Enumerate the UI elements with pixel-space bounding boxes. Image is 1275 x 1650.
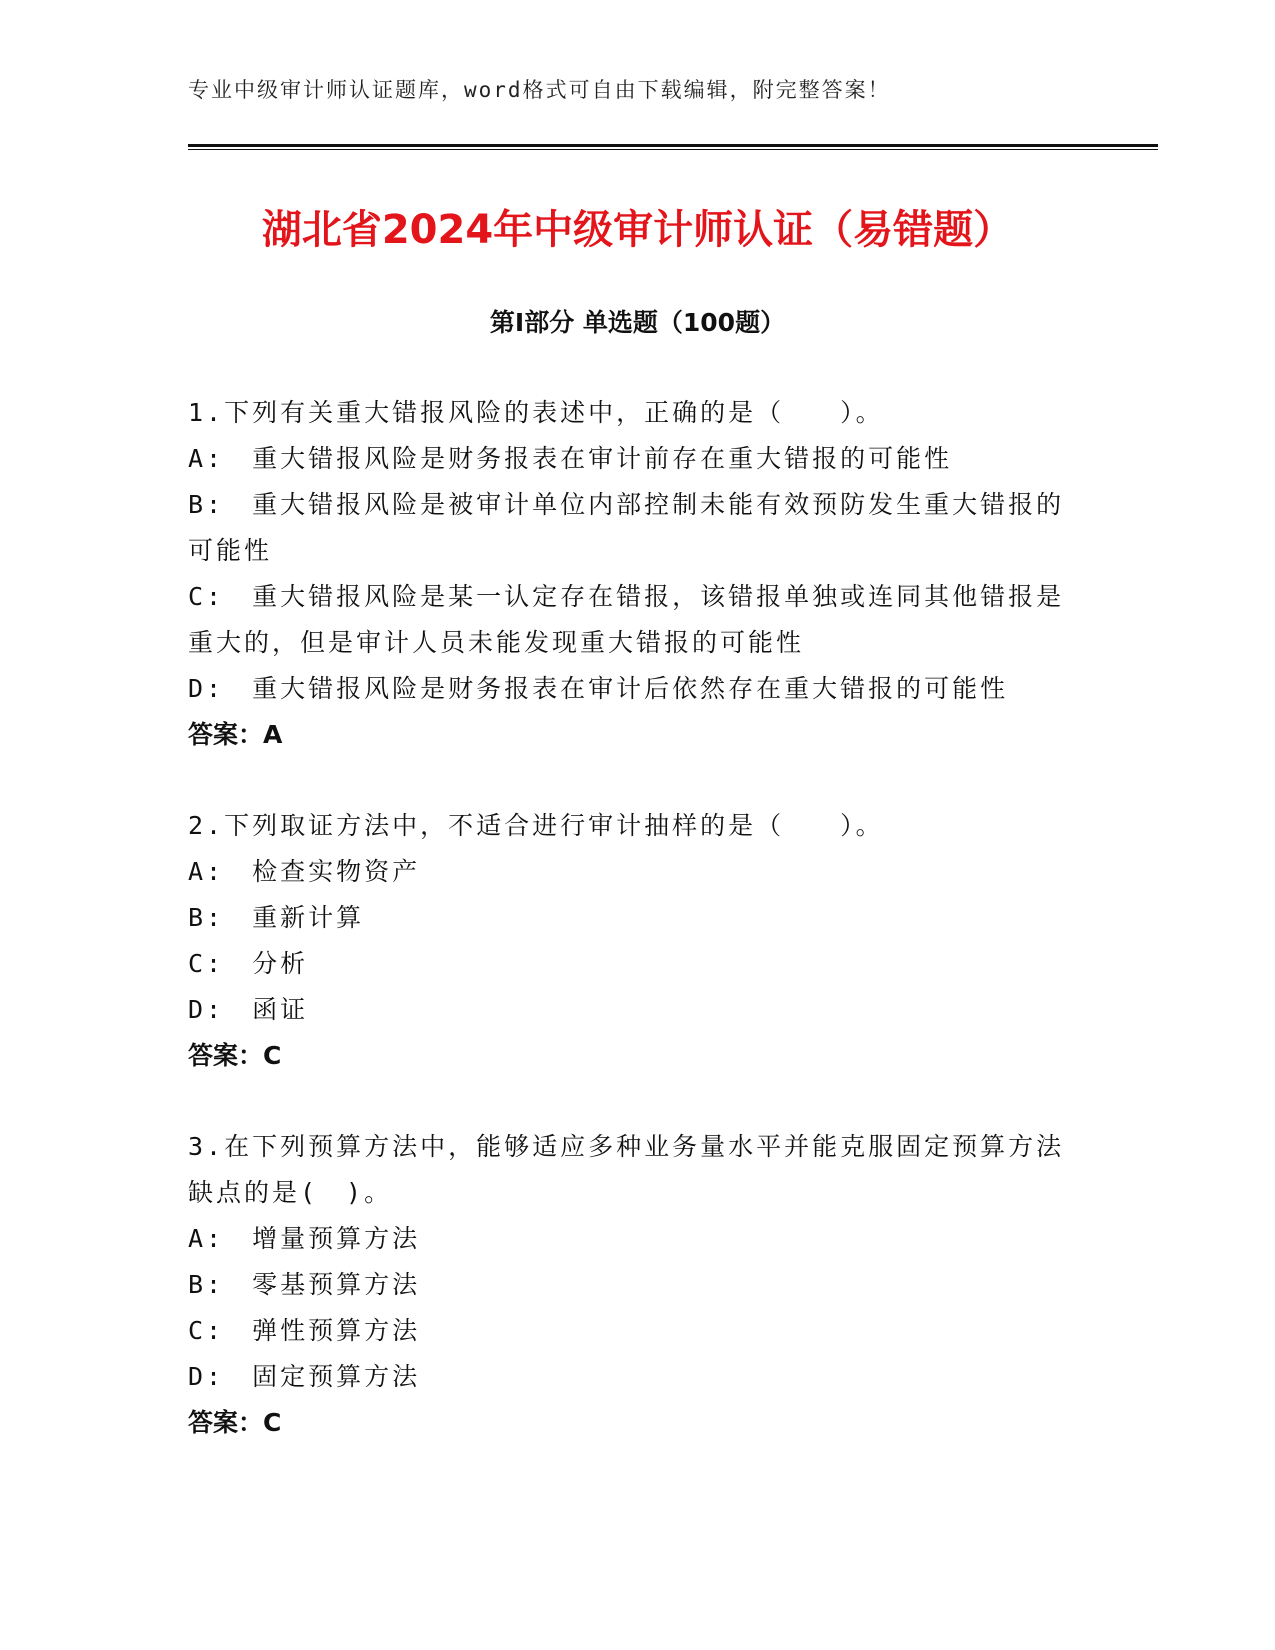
option-a: A: 检查实物资产 [188, 857, 421, 886]
answer: 答案：C [188, 1408, 282, 1437]
question-3 [188, 1124, 1088, 1446]
option-b: B: 重新计算 [188, 903, 365, 932]
option-d: D: 函证 [188, 995, 309, 1024]
question-list [188, 390, 1088, 1491]
header-note: 专业中级审计师认证题库，word格式可自由下载编辑，附完整答案！ [188, 78, 891, 102]
option-d: D: 固定预算方法 [188, 1362, 421, 1391]
option-c: C: 重大错报风险是某一认定存在错报，该错报单独或连同其他错报是重大的，但是审计人员未能发现重大错报的可能性 [188, 582, 1065, 657]
section-title: 第I部分 单选题（100题） [489, 308, 786, 337]
answer: 答案：C [188, 1041, 282, 1070]
option-c: C: 弹性预算方法 [188, 1316, 421, 1345]
question-stem: 2.下列取证方法中，不适合进行审计抽样的是（ ）。 [188, 811, 884, 840]
question-1 [188, 390, 1088, 758]
option-d: D: 重大错报风险是财务报表在审计后依然存在重大错报的可能性 [188, 674, 1009, 703]
option-a: A: 增量预算方法 [188, 1224, 421, 1253]
option-a: A: 重大错报风险是财务报表在审计前存在重大错报的可能性 [188, 444, 953, 473]
header-rule-thick [188, 144, 1158, 147]
document-title: 湖北省2024年中级审计师认证（易错题） [261, 207, 1014, 253]
option-b: B: 重大错报风险是被审计单位内部控制未能有效预防发生重大错报的可能性 [188, 490, 1065, 565]
question-2 [188, 803, 1088, 1079]
answer: 答案：A [188, 720, 283, 749]
option-b: B: 零基预算方法 [188, 1270, 421, 1299]
question-stem: 3.在下列预算方法中，能够适应多种业务量水平并能克服固定预算方法缺点的是( )。 [188, 1132, 1065, 1207]
header-rule-thin [188, 149, 1158, 150]
option-c: C: 分析 [188, 949, 309, 978]
question-stem: 1.下列有关重大错报风险的表述中，正确的是（ ）。 [188, 398, 884, 427]
